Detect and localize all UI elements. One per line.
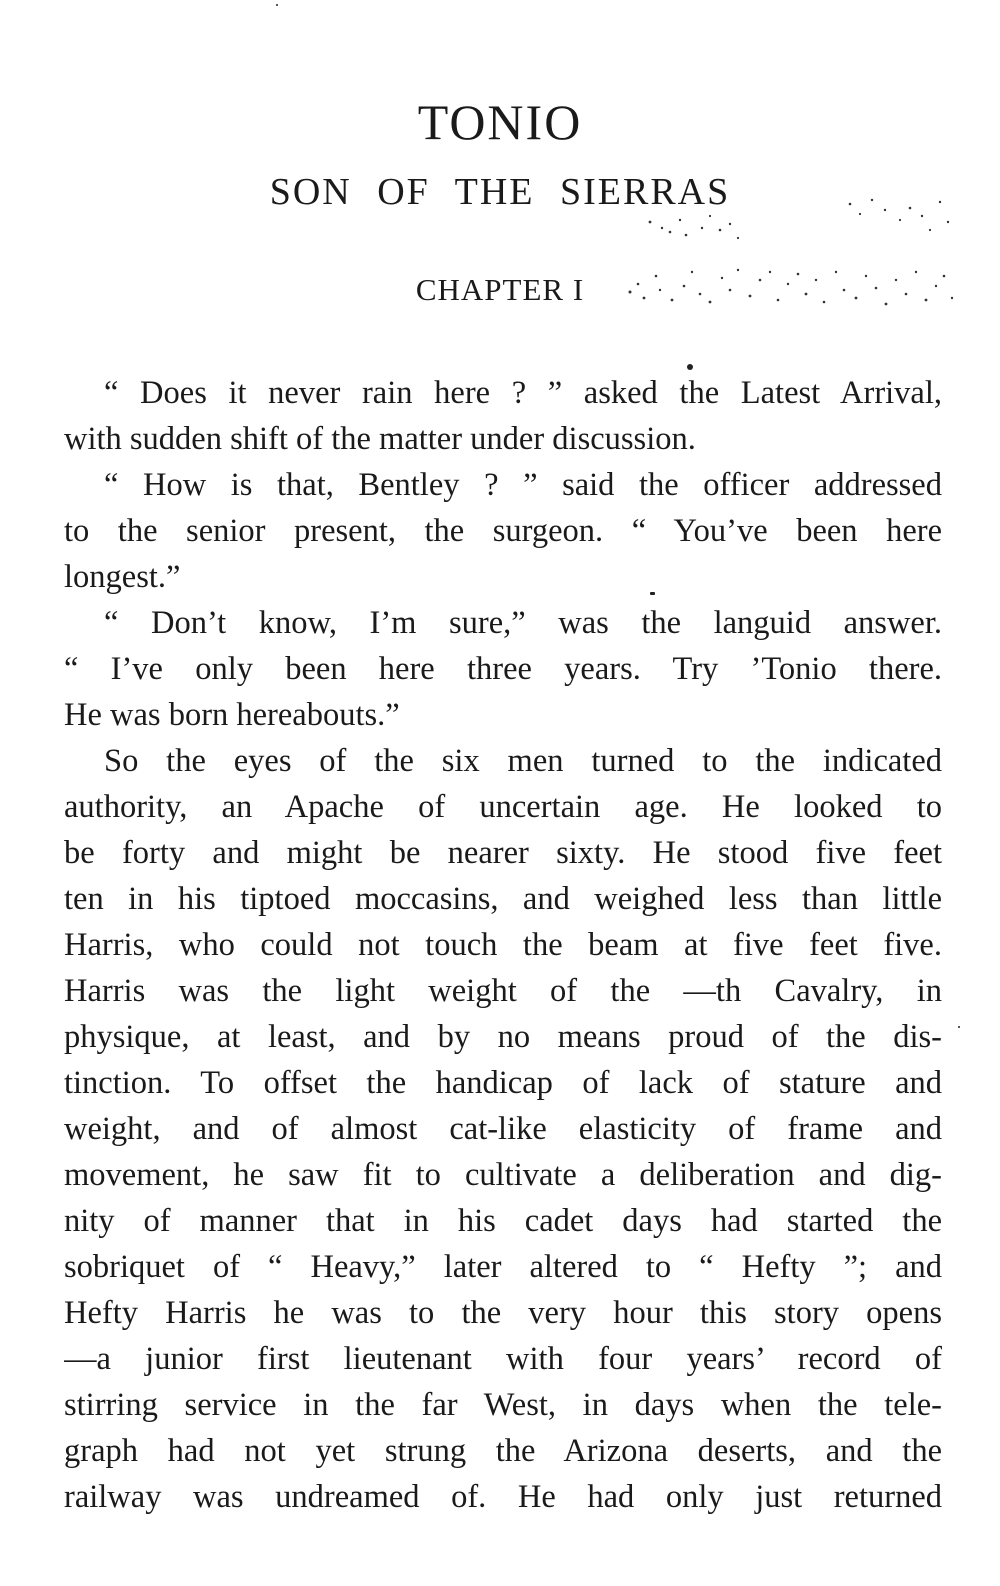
text-line: He was born hereabouts.” <box>64 697 400 733</box>
text-line: —a junior first lieutenant with four years’ record of <box>64 1341 942 1377</box>
text-line: Harris was the light weight of the —th Cavalry, in <box>64 973 942 1009</box>
text-line: railway was undreamed of. He had only just returned <box>64 1479 942 1515</box>
text-line: Harris, who could not touch the beam at five feet five. <box>64 927 942 963</box>
text-line: stirring service in the far West, in days when the tele- <box>64 1387 942 1423</box>
text-line: nity of manner that in his cadet days had started the <box>64 1203 942 1239</box>
text-line: tinction. To offset the handicap of lack of stature and <box>64 1065 942 1101</box>
ink-speck <box>958 1026 960 1028</box>
text-line: “ How is that, Bentley ? ” said the officer addressed <box>104 467 942 503</box>
text-line: “ Does it never rain here ? ” asked the Latest Arrival, <box>104 375 942 411</box>
text-line: with sudden shift of the matter under discussion. <box>64 421 696 457</box>
text-line: physique, at least, and by no means proud of the dis- <box>64 1019 942 1055</box>
text-line: movement, he saw fit to cultivate a deliberation and dig- <box>64 1157 942 1193</box>
text-line: sobriquet of “ Heavy,” later altered to “ Hefty ”; and <box>64 1249 942 1285</box>
ink-speck <box>276 4 278 6</box>
chapter-body-text <box>64 370 942 1520</box>
text-line: ten in his tiptoed moccasins, and weighed less than little <box>64 881 942 917</box>
text-line: longest.” <box>64 559 181 595</box>
text-line: authority, an Apache of uncertain age. He looked to <box>64 789 942 825</box>
chapter-heading: CHAPTER I <box>415 272 585 307</box>
book-title: TONIO <box>417 94 583 150</box>
text-line: to the senior present, the surgeon. “ You’ve been here <box>64 513 942 549</box>
text-line: weight, and of almost cat-like elasticity of frame and <box>64 1111 942 1147</box>
text-line: “ I’ve only been here three years. Try ’Tonio there. <box>64 651 942 687</box>
text-line: Hefty Harris he was to the very hour this story opens <box>64 1295 942 1331</box>
text-line: graph had not yet strung the Arizona deserts, and the <box>64 1433 942 1469</box>
text-line: be forty and might be nearer sixty. He stood five feet <box>64 835 942 871</box>
text-line: “ Don’t know, I’m sure,” was the languid answer. <box>104 605 942 641</box>
embossed-library-stamp <box>610 180 960 320</box>
book-subtitle: SON OF THE SIERRAS <box>269 171 731 213</box>
text-line: So the eyes of the six men turned to the indicated <box>104 743 942 779</box>
